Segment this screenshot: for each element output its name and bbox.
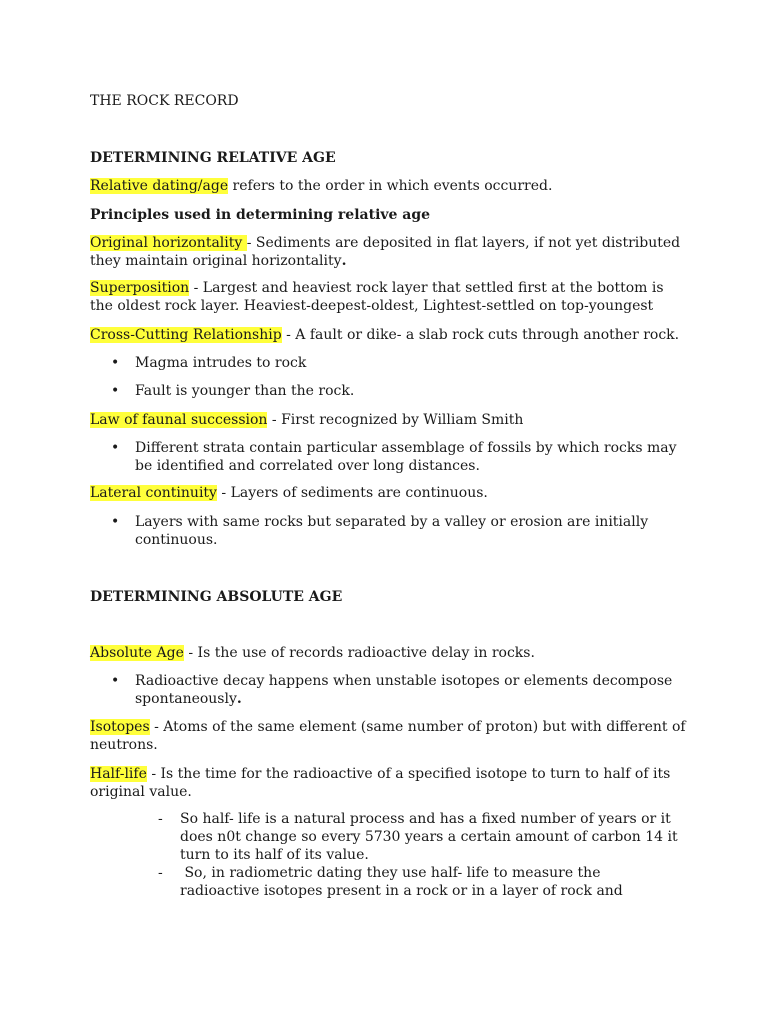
list-item [111,513,680,549]
paragraph-half-life [90,765,690,801]
list-item [111,672,680,708]
paragraph-absolute-age [90,644,690,662]
paragraph-faunal-succession [90,411,690,429]
highlight-term: Absolute Age [90,645,184,661]
paragraph-text: - Largest and heaviest rock layer that settled first at the bottom is the oldest rock layer. Heaviest-deepest-oldest, Lightest-settled on top-youngest [90,280,664,314]
bullet-icon: • [111,383,120,399]
list-item-text: Magma intrudes to rock [135,355,307,371]
document-title: THE ROCK RECORD [90,93,239,109]
paragraph-text: - Atoms of the same element (same number of proton) but with different of neutrons. [90,719,686,753]
list-item-text: Radioactive decay happens when unstable isotopes or elements decompose spontaneously [135,673,673,707]
paragraph-relative-dating [90,177,690,195]
section-heading-relative: DETERMINING RELATIVE AGE [90,150,336,166]
paragraph-lateral-continuity [90,484,690,502]
list-item-text: Layers with same rocks but separated by a valley or erosion are initially continuous. [135,514,649,548]
bullet-icon: • [111,355,120,371]
list-item-end: . [236,691,242,707]
paragraph-end: . [341,253,347,269]
list-item [111,382,680,400]
paragraph-isotopes [90,718,690,754]
highlight-term: Superposition [90,280,190,296]
dash-icon: - [158,811,163,827]
dash-icon: - [158,865,163,881]
dash-list-item-text: So, in radiometric dating they use half- life to measure the radioactive isotopes present in a rock or in a layer of rock and [180,865,623,899]
paragraph-original-horizontality [90,234,690,270]
list-item-text: Different strata contain particular assemblage of fossils by which rocks may be identified and correlated over long distances. [135,440,677,474]
dash-list-item [158,810,680,864]
subheading-principles: Principles used in determining relative age [90,207,431,223]
highlight-term: Law of faunal succession [90,412,268,428]
highlight-term: Isotopes [90,719,150,735]
paragraph-text: - A fault or dike- a slab rock cuts through another rock. [281,327,680,343]
bullet-icon: • [111,514,120,530]
paragraph-text: - Is the time for the radioactive of a specified isotope to turn to half of its original value. [90,766,671,800]
paragraph-text: - First recognized by William Smith [267,412,524,428]
paragraph-text: - Sediments are deposited in flat layers, if not yet distributed they maintain original horizontality [90,235,681,269]
highlight-term: Lateral continuity [90,485,217,501]
paragraph-superposition [90,279,690,315]
list-item [111,439,680,475]
dash-list-item [158,864,680,900]
highlight-term: Cross-Cutting Relationship [90,327,282,343]
list-item-text: Fault is younger than the rock. [135,383,355,399]
list-item [111,354,680,372]
highlight-term: Relative dating/age [90,178,229,194]
bullet-icon: • [111,440,120,456]
dash-list-item-text: So half- life is a natural process and has a fixed number of years or it does n0t change so every 5730 years a certain amount of carbon 14 it turn to its half of its value. [180,811,678,863]
paragraph-text: - Is the use of records radioactive delay in rocks. [183,645,535,661]
highlight-term: Original horizontality [90,235,247,251]
paragraph-text: refers to the order in which events occurred. [228,178,553,194]
paragraph-text: - Layers of sediments are continuous. [216,485,488,501]
paragraph-cross-cutting [90,326,690,344]
section-heading-absolute: DETERMINING ABSOLUTE AGE [90,589,343,605]
bullet-icon: • [111,673,120,689]
highlight-term: Half-life [90,766,147,782]
